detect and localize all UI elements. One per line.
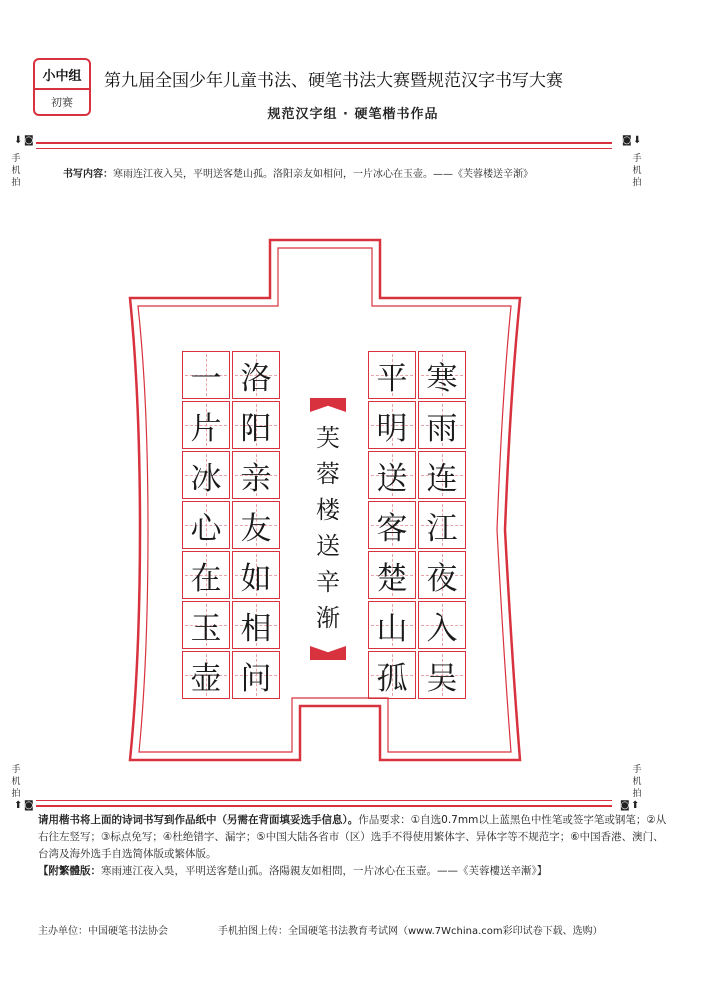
grid-cell: 问 bbox=[232, 651, 280, 699]
bottom-divider-thin bbox=[36, 800, 612, 801]
page-subtitle: 规范汉字组 · 硬笔楷书作品 bbox=[267, 107, 439, 122]
footer-upload: 手机拍图上传：全国硬笔书法教育考试网（www.7Wchina.com彩印试卷下载、选购） bbox=[218, 926, 603, 937]
grid-cell: 在 bbox=[182, 551, 230, 599]
grid-cell: 夜 bbox=[418, 551, 466, 599]
grid-cell: 壶 bbox=[182, 651, 230, 699]
poem-column-2 bbox=[368, 351, 416, 699]
camera-icon: ◙ bbox=[620, 800, 630, 811]
grid-cell: 平 bbox=[368, 351, 416, 399]
grid-cell: 雨 bbox=[418, 401, 466, 449]
badge-group: 小中组 bbox=[35, 60, 89, 90]
grid-cell: 玉 bbox=[182, 601, 230, 649]
title-ribbon-top bbox=[310, 398, 346, 412]
badge-stage: 初赛 bbox=[51, 96, 73, 109]
poem-column-1 bbox=[418, 351, 466, 699]
download-arrow-icon: ⬇ bbox=[633, 135, 642, 146]
grid-cell: 寒 bbox=[418, 351, 466, 399]
poem-title-column bbox=[308, 398, 348, 660]
grid-cell: 吴 bbox=[418, 651, 466, 699]
grid-cell: 入 bbox=[418, 601, 466, 649]
grid-cell: 连 bbox=[418, 451, 466, 499]
grid-cell: 一 bbox=[182, 351, 230, 399]
side-label-left-top: 手机拍 bbox=[11, 154, 21, 188]
side-label-left-bottom: 手机拍 bbox=[11, 765, 21, 799]
camera-icon: ◙ bbox=[24, 800, 34, 811]
writing-content-label: 书写内容： bbox=[63, 169, 113, 180]
upload-arrow-icon: ⬆ bbox=[631, 800, 640, 811]
grid-cell: 楚 bbox=[368, 551, 416, 599]
bottom-divider bbox=[36, 805, 612, 807]
grid-cell: 江 bbox=[418, 501, 466, 549]
traditional-text: 寒雨連江夜入吳，平明送客楚山孤。洛陽親友如相問，一片冰心在玉壺。——《芙蓉樓送辛漸》】 bbox=[101, 865, 548, 877]
grid-cell: 送 bbox=[368, 451, 416, 499]
instructions bbox=[38, 812, 670, 880]
writing-content-text: 寒雨连江夜入吴，平明送客楚山孤。洛阳亲友如相问，一片冰心在玉壶。——《芙蓉楼送辛渐》 bbox=[113, 169, 533, 180]
download-arrow-icon: ⬇ bbox=[14, 135, 23, 146]
grid-cell: 片 bbox=[182, 401, 230, 449]
traditional-label: 【附繁體版： bbox=[38, 865, 101, 877]
instructions-lead: 请用楷书将上面的诗词书写到作品纸中（另需在背面填妥选手信息）。 bbox=[38, 814, 359, 826]
page-title: 第九届全国少年儿童书法、硬笔书法大赛暨规范汉字书写大赛 bbox=[104, 71, 563, 91]
grid-cell: 明 bbox=[368, 401, 416, 449]
side-label-right-bottom: 手机拍 bbox=[632, 765, 642, 799]
grid-cell: 洛 bbox=[232, 351, 280, 399]
grid-cell: 山 bbox=[368, 601, 416, 649]
footer-organizer: 主办单位：中国硬笔书法协会 bbox=[38, 926, 168, 937]
side-label-right-top: 手机拍 bbox=[632, 154, 642, 188]
grid-cell: 阳 bbox=[232, 401, 280, 449]
upload-arrow-icon: ⬆ bbox=[14, 800, 23, 811]
poem-title: 芙蓉楼送辛渐 bbox=[316, 424, 340, 632]
grid-cell: 心 bbox=[182, 501, 230, 549]
instructions-body: 作品要求：①自选0.7mm以上蓝黑色中性笔或签字笔或钢笔；②从右往左竖写；③标点免写；④杜绝错字、漏字；⑤中国大陆各省市（区）选手不得使用繁体字、异体字等不规范字；⑥中国香港、澳门、台湾及海外选手自选简体版或繁体版。 bbox=[38, 814, 667, 860]
title-ribbon-bottom bbox=[310, 646, 346, 660]
grid-cell: 亲 bbox=[232, 451, 280, 499]
grid-cell: 相 bbox=[232, 601, 280, 649]
grid-cell: 友 bbox=[232, 501, 280, 549]
grid-cell: 客 bbox=[368, 501, 416, 549]
grid-cell: 冰 bbox=[182, 451, 230, 499]
camera-icon: ◙ bbox=[622, 135, 632, 146]
grid-cell: 孤 bbox=[368, 651, 416, 699]
poem-grid-left bbox=[182, 351, 280, 699]
poem-column-4 bbox=[182, 351, 230, 699]
poem-column-3 bbox=[232, 351, 280, 699]
grid-cell: 如 bbox=[232, 551, 280, 599]
camera-icon: ◙ bbox=[24, 135, 34, 146]
poem-grid-right bbox=[368, 351, 466, 699]
